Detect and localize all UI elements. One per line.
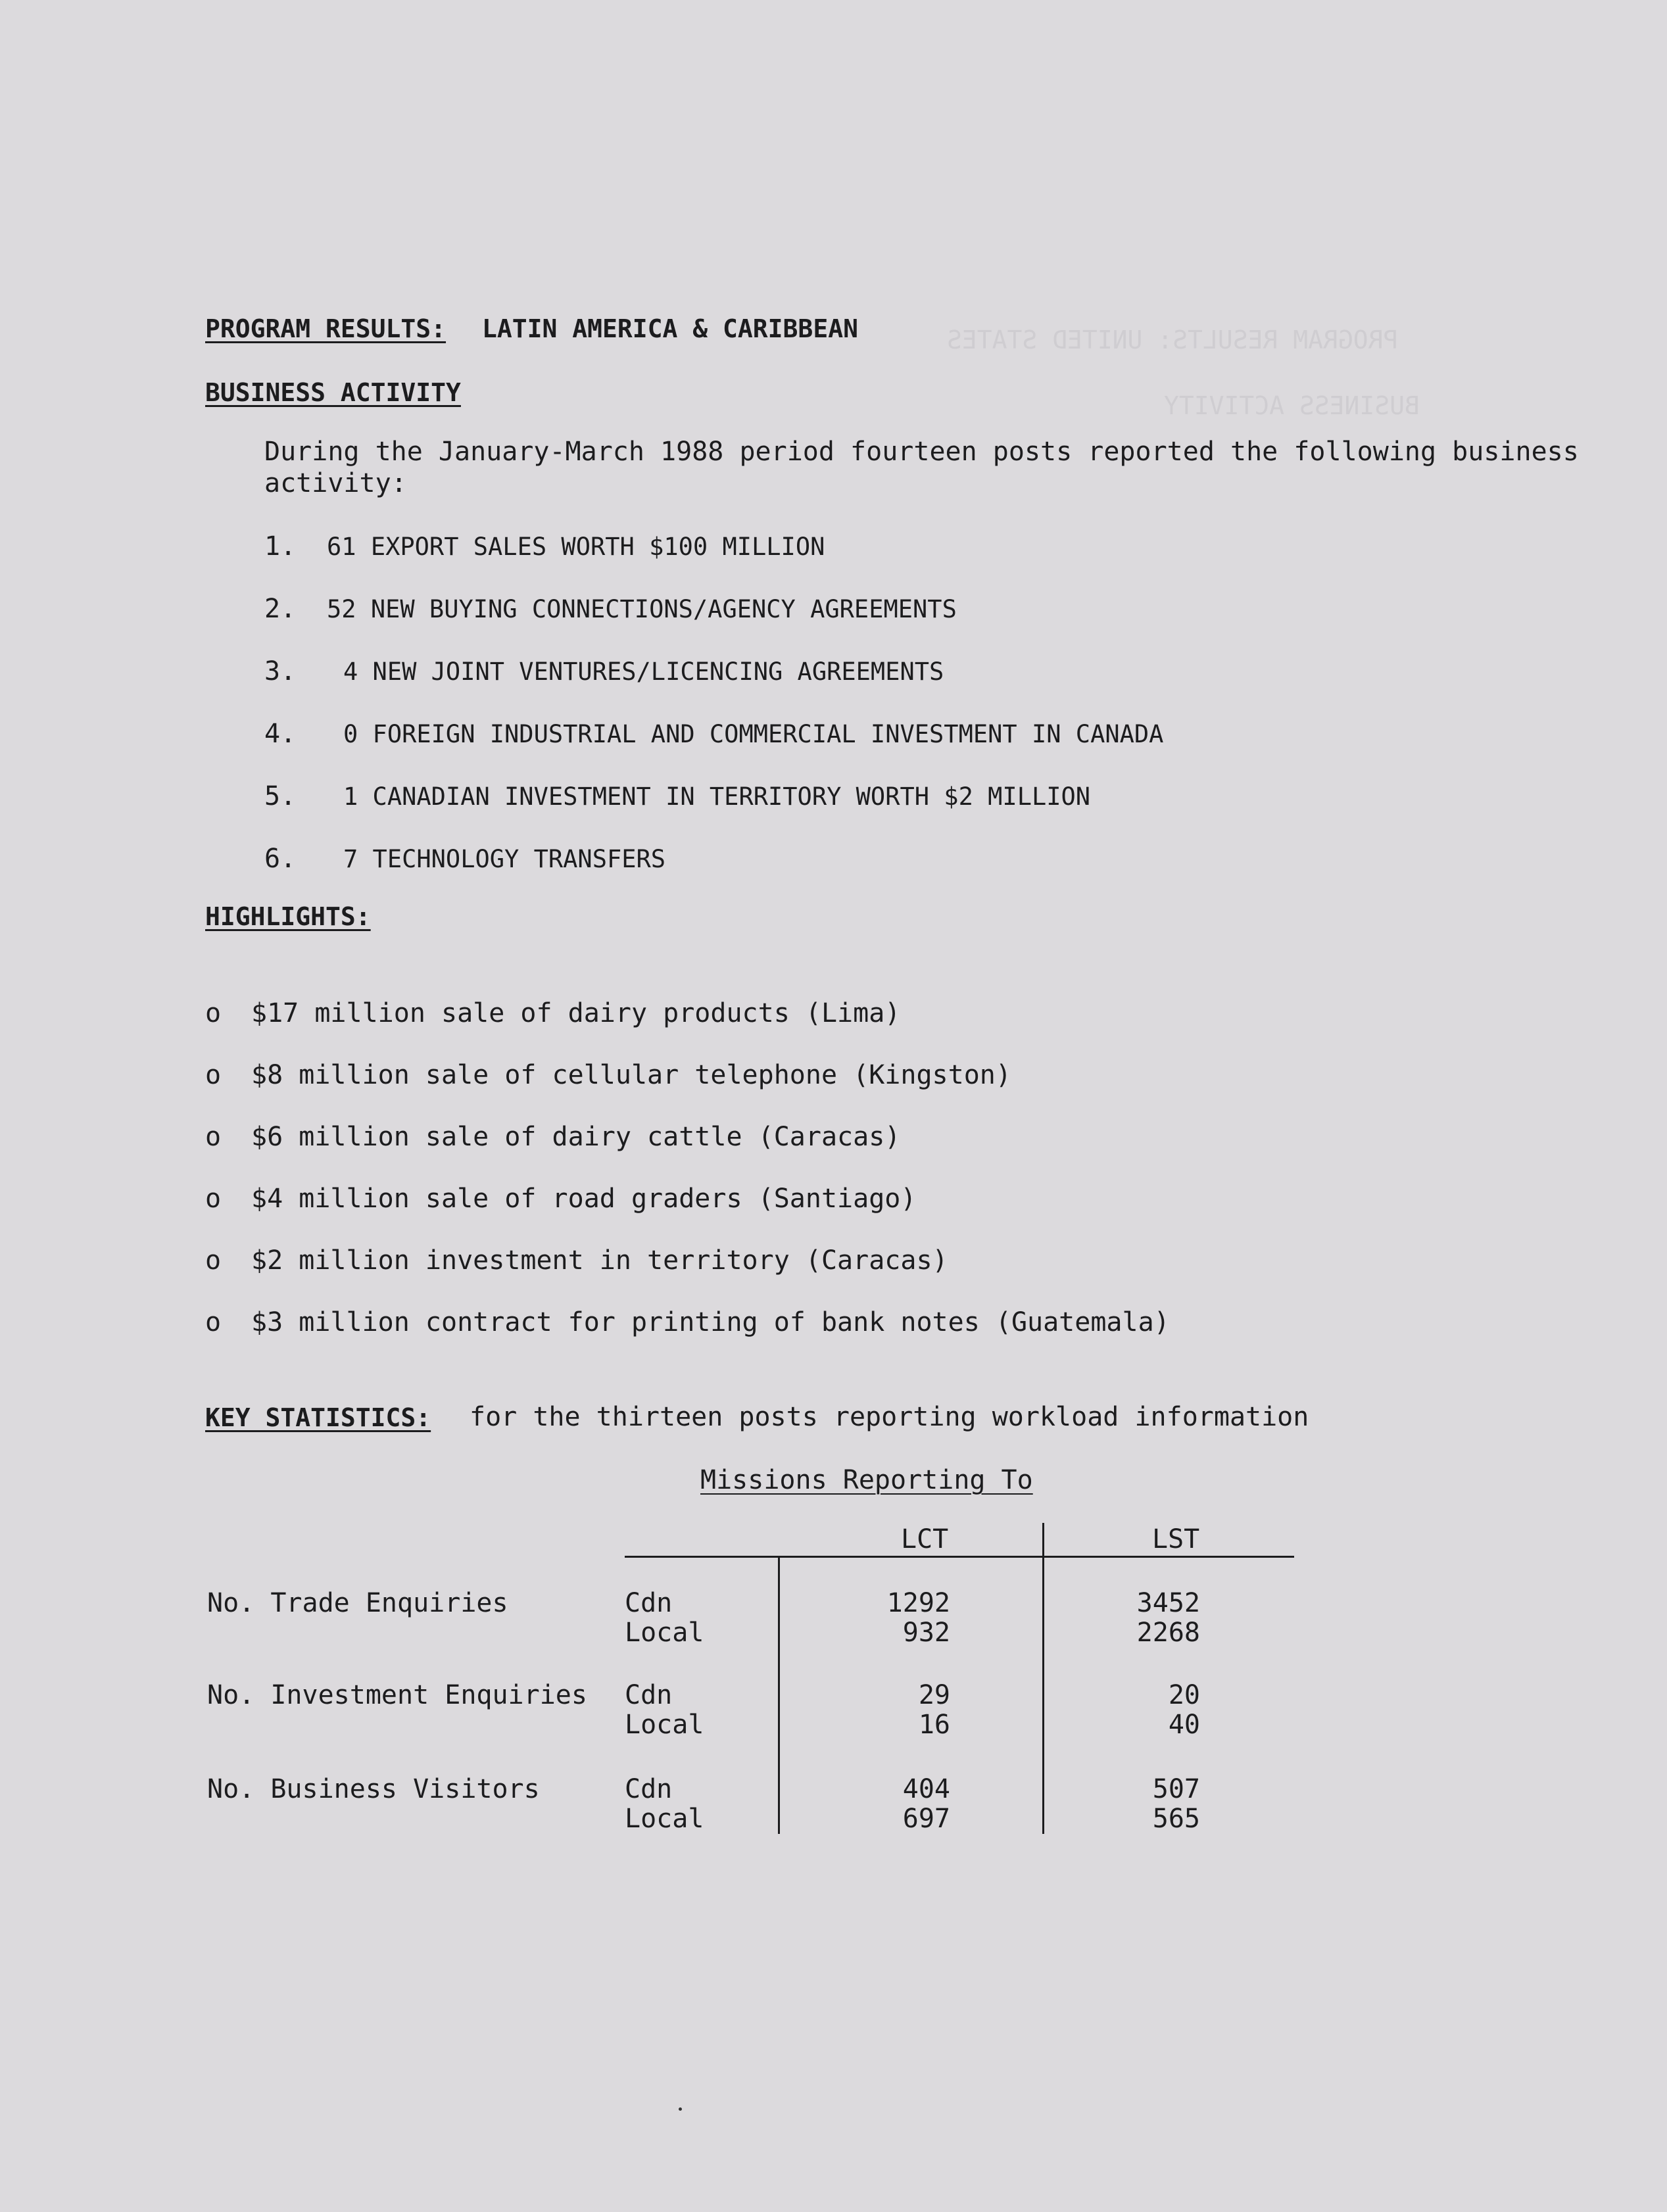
bullet-icon: o (205, 1060, 222, 1090)
list-item: 4 NEW JOINT VENTURES/LICENCING AGREEMENTS (343, 658, 944, 686)
table-row-type: Local (625, 1710, 704, 1740)
table-column-divider (778, 1556, 780, 1834)
highlight-item: $6 million sale of dairy cattle (Caracas) (251, 1122, 901, 1152)
table-cell-lct: 404 (902, 1774, 950, 1804)
key-statistics-heading: KEY STATISTICS: (205, 1403, 431, 1432)
table-cell-lct: 697 (902, 1804, 950, 1834)
list-item: 0 FOREIGN INDUSTRIAL AND COMMERCIAL INVESTMENT IN CANADA (343, 720, 1164, 748)
list-item-number: 4. (264, 719, 297, 749)
region-title: LATIN AMERICA & CARIBBEAN (482, 314, 858, 343)
page-title: PROGRAM RESULTS: (205, 314, 447, 343)
table-cell-lct: 29 (918, 1680, 950, 1710)
bullet-icon: o (205, 1184, 222, 1214)
intro-text-line1: During the January-March 1988 period fourteen posts reported the following business (264, 437, 1579, 467)
list-item-number: 6. (264, 844, 297, 874)
table-cell-lst: 565 (1152, 1804, 1200, 1834)
table-cell-lst: 20 (1168, 1680, 1200, 1710)
list-item-number: 1. (264, 531, 297, 562)
table-row-label: No. Business Visitors (207, 1774, 540, 1804)
column-header-lct: LCT (901, 1524, 949, 1554)
column-header-lst: LST (1152, 1524, 1200, 1554)
table-row-type: Local (625, 1618, 704, 1648)
highlight-item: $2 million investment in territory (Caracas) (251, 1245, 948, 1276)
table-cell-lst: 3452 (1136, 1588, 1200, 1618)
table-column-divider (1042, 1523, 1044, 1834)
bullet-icon: o (205, 998, 222, 1028)
table-cell-lst: 2268 (1136, 1618, 1200, 1648)
bleed-through-decoration: PROGRAM RESULTS: UNITED STATES (947, 325, 1399, 354)
table-row-type: Local (625, 1804, 704, 1834)
highlight-item: $8 million sale of cellular telephone (Kingston) (251, 1060, 1011, 1090)
intro-text-line2: activity: (264, 468, 407, 498)
table-row-label: No. Investment Enquiries (207, 1680, 587, 1710)
bullet-icon: o (205, 1122, 222, 1152)
key-statistics-description: for the thirteen posts reporting workload information (470, 1402, 1309, 1432)
highlights-heading: HIGHLIGHTS: (205, 902, 371, 931)
table-caption: Missions Reporting To (700, 1465, 1033, 1495)
table-row-label: No. Trade Enquiries (207, 1588, 508, 1618)
list-item: 61 EXPORT SALES WORTH $100 MILLION (327, 533, 825, 561)
list-item: 52 NEW BUYING CONNECTIONS/AGENCY AGREEMENTS (327, 595, 957, 623)
table-row-type: Cdn (625, 1680, 673, 1710)
table-cell-lct: 1292 (886, 1588, 950, 1618)
bullet-icon: o (205, 1245, 222, 1276)
table-row-type: Cdn (625, 1588, 673, 1618)
highlight-item: $17 million sale of dairy products (Lima) (251, 998, 901, 1028)
highlight-item: $3 million contract for printing of bank notes (Guatemala) (251, 1307, 1170, 1337)
highlight-item: $4 million sale of road graders (Santiago) (251, 1184, 917, 1214)
list-item-number: 3. (264, 656, 297, 686)
bullet-icon: o (205, 1307, 222, 1337)
list-item: 1 CANADIAN INVESTMENT IN TERRITORY WORTH $2 MILLION (343, 782, 1091, 811)
list-item-number: 2. (264, 594, 297, 624)
table-cell-lct: 16 (918, 1710, 950, 1740)
list-item: 7 TECHNOLOGY TRANSFERS (343, 845, 666, 873)
business-activity-heading: BUSINESS ACTIVITY (205, 378, 461, 407)
list-item-number: 5. (264, 781, 297, 811)
table-cell-lct: 932 (902, 1618, 950, 1648)
table-cell-lst: 40 (1168, 1710, 1200, 1740)
bleed-through-decoration: BUSINESS ACTIVITY (1164, 391, 1420, 420)
table-row-type: Cdn (625, 1774, 673, 1804)
table-header-rule (625, 1556, 1294, 1558)
scan-artifact-dot (679, 2107, 682, 2111)
table-cell-lst: 507 (1152, 1774, 1200, 1804)
